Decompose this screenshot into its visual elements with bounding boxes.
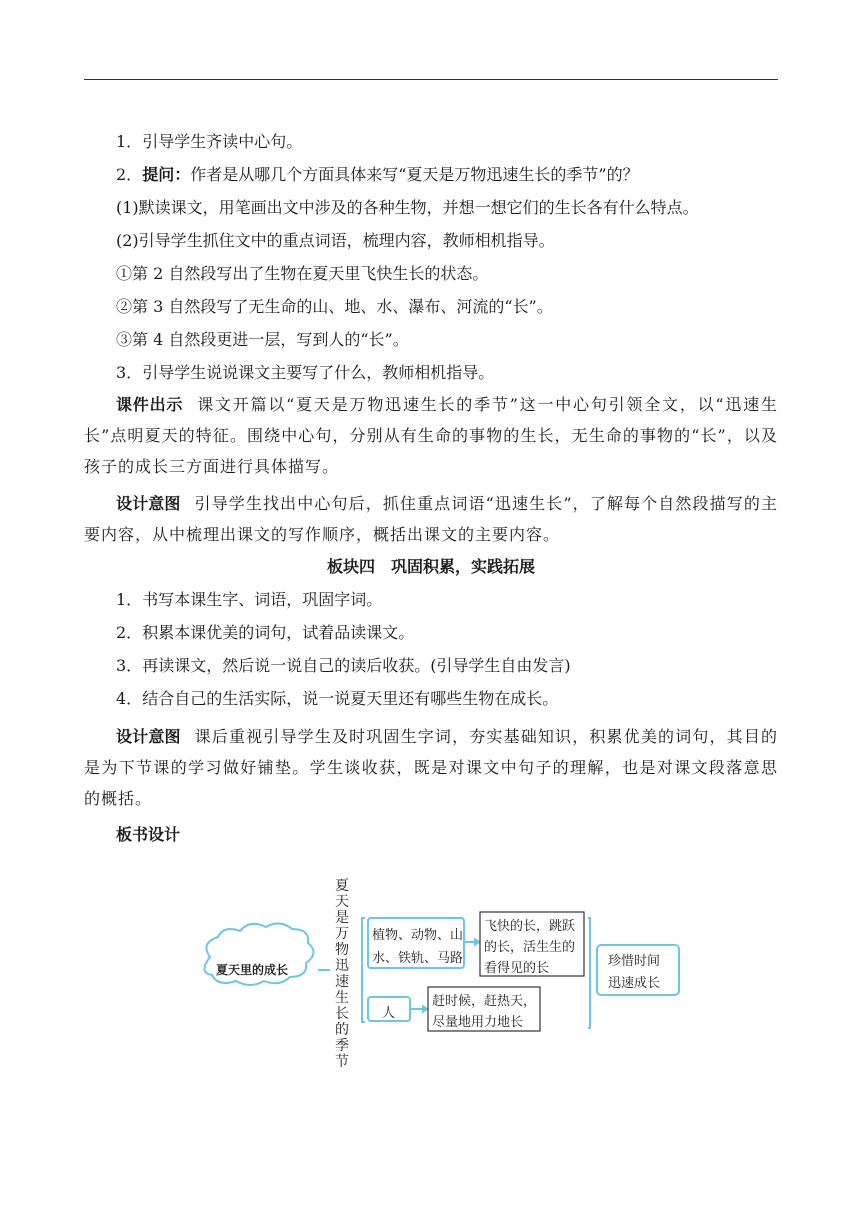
design-intent-2 — [84, 721, 778, 814]
point-2: ②第 3 自然段写了无生命的山、地、水、瀑布、河流的“长”。 — [116, 297, 553, 316]
desc-top-line-2: 的长，活生生的 — [484, 940, 576, 955]
design-intent-1 — [84, 488, 778, 550]
point-1: ①第 2 自然段写出了生物在夏天里飞快生长的状态。 — [116, 264, 489, 283]
step-3: 3．引导学生说说课文主要写了什么，教师相机指导。 — [116, 363, 495, 382]
step-1: 1．引导学生齐读中心句。 — [116, 132, 303, 151]
courseware-label: 课件出示 — [116, 395, 184, 414]
page-content — [84, 125, 778, 851]
brace-left — [362, 918, 365, 1022]
task-1: 1．书写本课生字、词语，巩固字词。 — [116, 590, 383, 609]
design-intent-label: 设计意图 — [116, 727, 181, 746]
cloud-label: 夏天里的成长 — [216, 963, 289, 977]
box-bottom-label: 人 — [382, 1006, 396, 1021]
step-2: 2．提问：作者是从哪几个方面具体来写“夏天是万物迅速生长的季节”的？ — [116, 165, 639, 184]
desc-bottom-line-1: 赶时候，赶热天， — [432, 994, 537, 1009]
design-intent-label: 设计意图 — [116, 494, 181, 513]
desc-bottom-line-2: 尽量地用力地长 — [432, 1015, 524, 1030]
task-3: 3．再读课文，然后说一说自己的读后收获。(引导学生自由发言) — [116, 656, 571, 675]
desc-top-line-1: 飞快的长，跳跃 — [484, 919, 576, 934]
section-title: 板块四 巩固积累，实践拓展 — [326, 557, 535, 576]
substep-1: (1)默读课文，用笔画出文中涉及的各种生物，并想一想它们的生长各有什么特点。 — [116, 198, 699, 217]
task-4: 4．结合自己的生活实际，说一说夏天里还有哪些生物在成长。 — [116, 689, 559, 708]
task-2: 2．积累本课优美的词句，试着品读课文。 — [116, 623, 415, 642]
design-intent-text: 课后重视引导学生及时巩固生字词，夯实基础知识，积累优美的词句，其目的是为下节课的学习做好铺垫。学生谈收获，既是对课文中句子的理解，也是对课文段落意思的概括。 — [84, 727, 778, 808]
vertical-center-sentence: 夏天是万物迅速生长的季节 — [335, 878, 349, 1070]
box-top-line-1: 植物、动物、山 — [372, 928, 464, 943]
courseware-block — [84, 389, 778, 482]
design-intent-text: 引导学生找出中心句后，抓住重点词语“迅速生长”，了解每个自然段描写的主要内容，从中梳理出课文的写作顺序，概括出课文的主要内容。 — [84, 494, 778, 544]
header-rule — [84, 79, 778, 80]
desc-top-line-3: 看得见的长 — [484, 961, 550, 976]
conclusion-line-2: 迅速成长 — [608, 976, 661, 991]
board-design-title: 板书设计 — [116, 825, 181, 844]
courseware-text: 课文开篇以“夏天是万物迅速生长的季节”这一中心句引领全文，以“迅速生长”点明夏天的特征。围绕中心句，分别从有生命的事物的生长，无生命的事物的“长”，以及孩子的成长三方面进行具体描写。 — [84, 395, 778, 476]
box-top-line-2: 水、铁轨、马路 — [372, 951, 464, 966]
point-3: ③第 4 自然段更进一层，写到人的“长”。 — [116, 330, 409, 349]
brace-right — [588, 918, 590, 1028]
substep-2: (2)引导学生抓住文中的重点词语，梳理内容，教师相机指导。 — [116, 231, 555, 250]
conclusion-line-1: 珍惜时间 — [608, 954, 661, 969]
